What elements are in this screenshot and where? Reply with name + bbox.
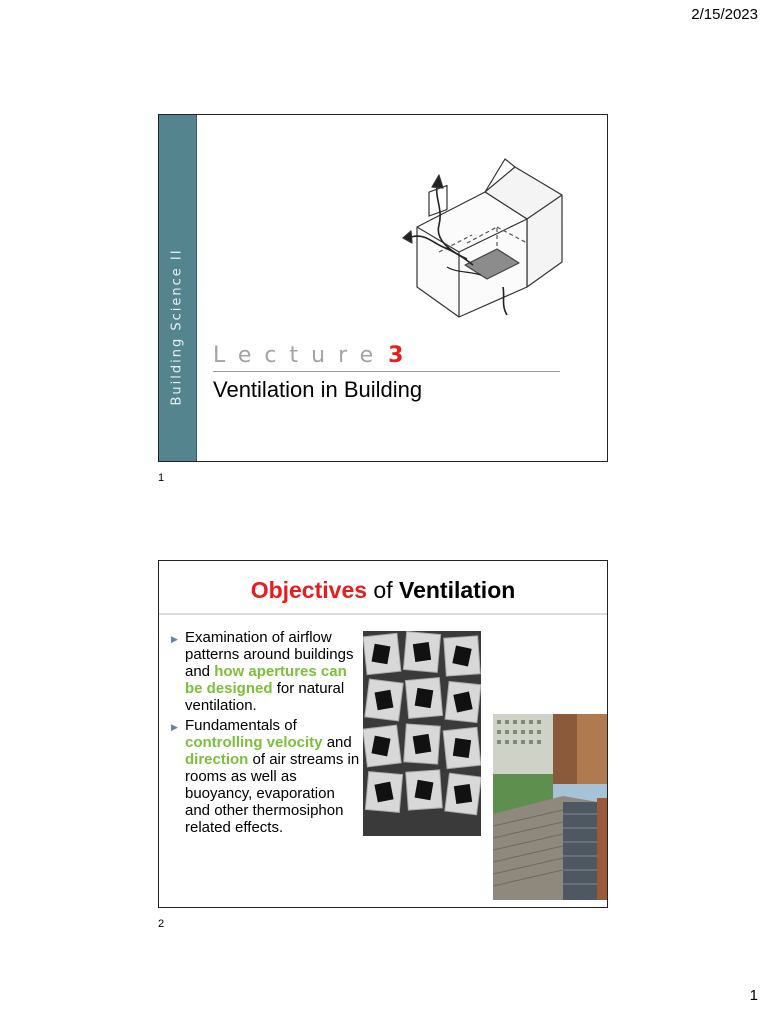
lecture-word: Lecture	[213, 343, 387, 368]
list-item	[171, 717, 361, 836]
bullet-highlight: controlling velocity	[185, 734, 323, 751]
title-ventilation: Ventilation	[399, 577, 516, 603]
sidebar-course-title: Building Science II	[169, 248, 185, 406]
bullet-text: Fundamentals of	[185, 717, 297, 734]
lecture-number: 3	[388, 343, 404, 368]
perforated-block-wall-photo	[363, 631, 481, 836]
slide-2-number: 2	[158, 918, 165, 930]
list-item	[171, 629, 361, 714]
bullet-highlight: direction	[185, 751, 249, 768]
bullet-text: for natural ventilation.	[185, 680, 345, 714]
building-facade-photo	[493, 714, 608, 900]
triangle-right-icon: ▶	[171, 722, 178, 732]
page-number: 1	[749, 987, 758, 1004]
triangle-right-icon: ▶	[171, 634, 178, 644]
slide-1-title: Ventilation in Building	[213, 377, 423, 402]
title-of: of	[373, 577, 393, 603]
slide-2	[158, 560, 608, 908]
building-ventilation-sketch	[377, 147, 577, 322]
bullet-text: and	[322, 734, 352, 751]
bullet-text: of air streams in rooms as well as buoyancy, evaporation and other thermosiphon related effects.	[185, 751, 360, 836]
lecture-label	[213, 343, 403, 368]
title-objectives: Objectives	[250, 577, 368, 603]
title-divider	[213, 371, 560, 372]
header-date: 2/15/2023	[691, 6, 758, 23]
objectives-list	[171, 629, 361, 839]
slide-1	[158, 114, 608, 462]
bullet-highlight: how apertures can be designed	[185, 663, 347, 697]
slide-2-title	[159, 577, 607, 604]
title-divider	[159, 613, 607, 615]
bullet-text: Examination of airflow patterns around buildings and	[185, 629, 354, 680]
slide-1-number: 1	[158, 472, 165, 484]
slide-sidebar	[159, 115, 197, 461]
